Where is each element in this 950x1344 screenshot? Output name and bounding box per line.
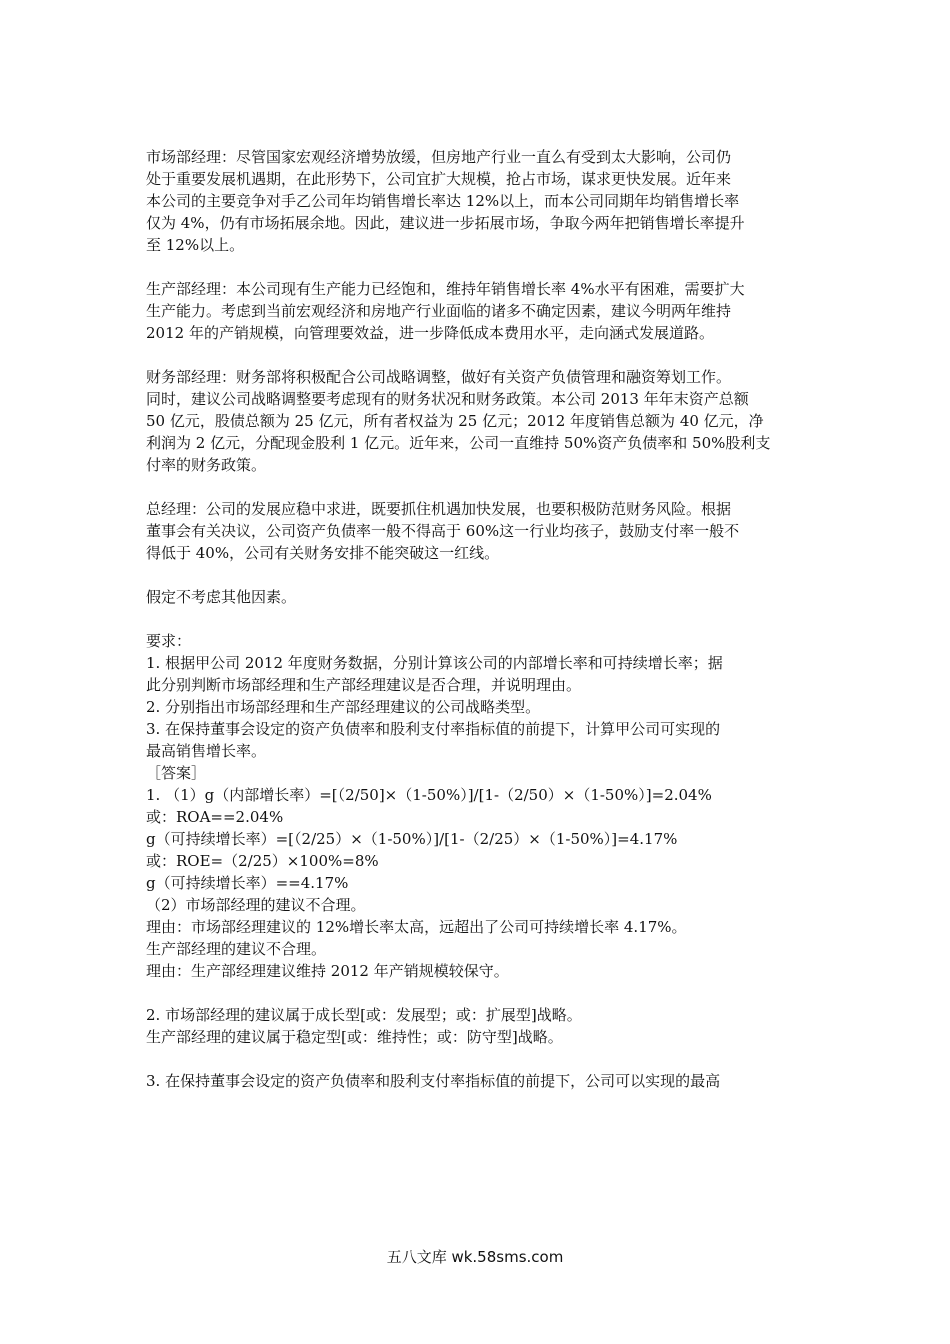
text-line: 财务部经理：财务部将积极配合公司战略调整，做好有关资产负债管理和融资筹划工作。: [146, 368, 732, 386]
paragraph-finance-manager: [146, 366, 810, 476]
paragraph-gap: [146, 344, 810, 366]
text-line: 此分别判断市场部经理和生产部经理建议是否合理，并说明理由。: [146, 676, 582, 694]
text-line: 或：ROE=（2/25）×100%=8%: [146, 852, 379, 870]
paragraph-general-manager: [146, 498, 810, 564]
paragraph-answer-3: [146, 1070, 810, 1092]
text-line: 要求：: [146, 632, 192, 650]
page-footer: 五八文库 wk.58sms.com: [386, 1248, 564, 1266]
paragraph-gap: [146, 564, 810, 586]
text-line: 50 亿元，股债总额为 25 亿元，所有者权益为 25 亿元；2012 年度销售总额为 40 亿元，净: [146, 412, 764, 430]
text-line: 3. 在保持董事会设定的资产负债率和股利支付率指标值的前提下，计算甲公司可实现的: [146, 720, 721, 738]
document-body: [146, 146, 810, 1092]
text-line: ［答案］: [146, 764, 207, 782]
section-requirements-and-answers: [146, 630, 810, 982]
text-line: 理由：市场部经理建议的 12%增长率太高，远超出了公司可持续增长率 4.17%。: [146, 918, 687, 936]
paragraph-gap: [146, 256, 810, 278]
text-line: （2）市场部经理的建议不合理。: [146, 896, 366, 914]
text-line: 1. （1）g（内部增长率）=[（2/50]×（1-50%）]/[1-（2/50）×（1-50%）]=2.04%: [146, 786, 712, 804]
text-line: g（可持续增长率）=[（2/25）×（1-50%）]/[1-（2/25）×（1-50%）]=4.17%: [146, 830, 678, 848]
text-line: 同时，建议公司战略调整要考虑现有的财务状况和财务政策。本公司 2013 年年末资产总额: [146, 390, 749, 408]
paragraph-gap: [146, 608, 810, 630]
text-line: 生产部经理的建议属于稳定型[或：维持性；或：防守型]战略。: [146, 1028, 563, 1046]
text-line: 至 12%以上。: [146, 236, 245, 254]
text-line: 利润为 2 亿元，分配现金股利 1 亿元。近年来，公司一直维持 50%资产负债率和 50%股利支: [146, 434, 771, 452]
paragraph-answer-2: [146, 1004, 810, 1048]
text-line: 得低于 40%，公司有关财务安排不能突破这一红线。: [146, 544, 500, 562]
text-line: 仅为 4%，仍有市场拓展余地。因此，建议进一步拓展市场，争取今两年把销售增长率提升: [146, 214, 745, 232]
text-line: 生产部经理：本公司现有生产能力已经饱和，维持年销售增长率 4%水平有困难，需要扩大: [146, 280, 745, 298]
text-line: 或：ROA==2.04%: [146, 808, 284, 826]
text-line: 董事会有关决议，公司资产负债率一般不得高于 60%这一行业均孩子，鼓励支付率一般不: [146, 522, 740, 540]
text-line: 2. 市场部经理的建议属于成长型[或：发展型；或：扩展型]战略。: [146, 1006, 582, 1024]
text-line: 3. 在保持董事会设定的资产负债率和股利支付率指标值的前提下，公司可以实现的最高: [146, 1072, 721, 1090]
paragraph-gap: [146, 476, 810, 498]
paragraph-market-manager: [146, 146, 810, 256]
text-line: 生产能力。考虑到当前宏观经济和房地产行业面临的诸多不确定因素，建议今明两年维持: [146, 302, 732, 320]
text-line: 最高销售增长率。: [146, 742, 267, 760]
text-line: 市场部经理：尽管国家宏观经济增势放缓，但房地产行业一直么有受到太大影响，公司仍: [146, 148, 732, 166]
text-line: 本公司的主要竞争对手乙公司年均销售增长率达 12%以上，而本公司同期年均销售增长率: [146, 192, 740, 210]
text-line: g（可持续增长率）==4.17%: [146, 874, 349, 892]
paragraph-production-manager: [146, 278, 810, 344]
text-line: 2012 年的产销规模，向管理要效益，进一步降低成本费用水平，走向涵式发展道路。: [146, 324, 714, 342]
paragraph-assumption: [146, 586, 810, 608]
paragraph-gap: [146, 1048, 810, 1070]
text-line: 总经理：公司的发展应稳中求进，既要抓住机遇加快发展，也要积极防范财务风险。根据: [146, 500, 732, 518]
text-line: 1. 根据甲公司 2012 年度财务数据，分别计算该公司的内部增长率和可持续增长率；据: [146, 654, 723, 672]
text-line: 生产部经理的建议不合理。: [146, 940, 327, 958]
text-line: 理由：生产部经理建议维持 2012 年产销规模较保守。: [146, 962, 509, 980]
text-line: 2. 分别指出市场部经理和生产部经理建议的公司战略类型。: [146, 698, 541, 716]
text-line: 处于重要发展机遇期，在此形势下，公司宜扩大规模，抢占市场，谋求更快发展。近年来: [146, 170, 732, 188]
text-line: 假定不考虑其他因素。: [146, 588, 297, 606]
paragraph-gap: [146, 982, 810, 1004]
text-line: 付率的财务政策。: [146, 456, 267, 474]
